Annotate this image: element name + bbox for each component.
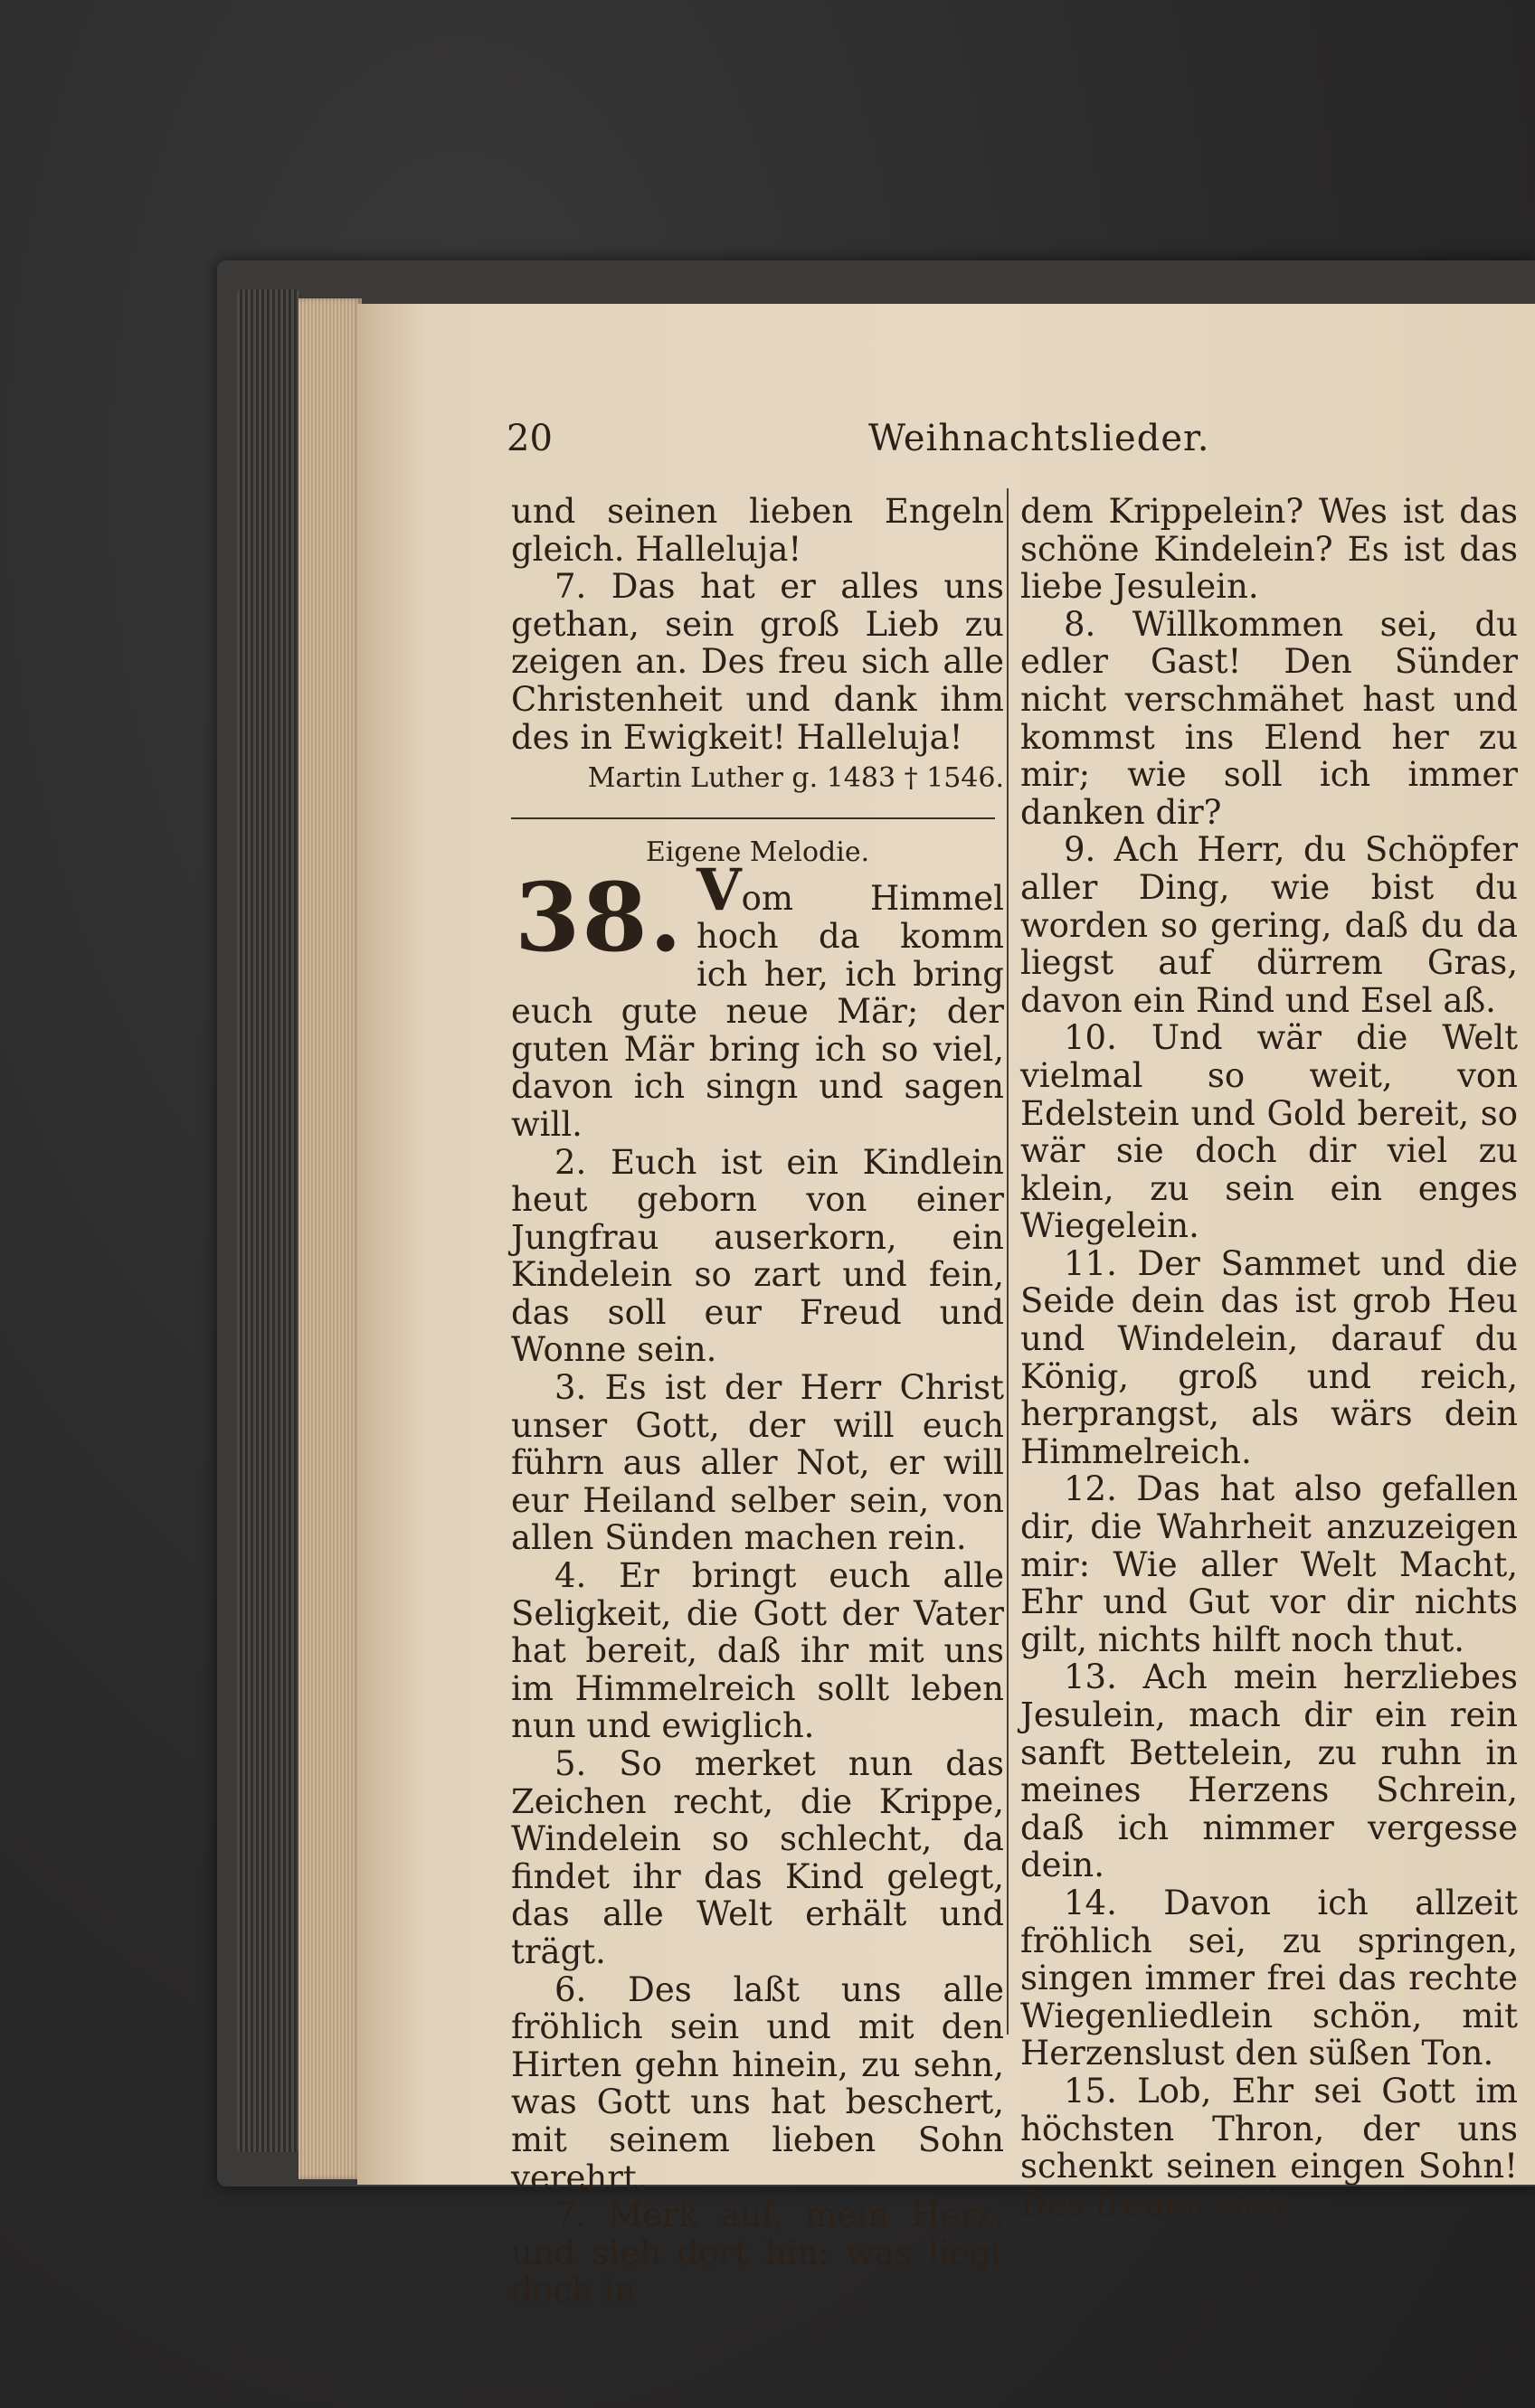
verse-text: 12. Das hat also gefallen dir, die Wahrheit anzuzeigen mir: Wie aller Welt Macht, Ehr und Gut vor dir nichts gilt, nichts hilft noch thut. (1020, 1469, 1518, 1659)
book-spine (237, 289, 300, 2152)
first-verse-text: om Himmel hoch da komm ich her, ich bring euch gute neue Mär; der guten Mär bring ich so viel, davon ich singn und sagen will. (511, 879, 1004, 1144)
page-edges (298, 298, 362, 2179)
verse-text: 7. Das hat er alles uns gethan, sein groß Lieb zu zeigen an. Des freu sich alle Christenheit und dank ihm des in Ewigkeit! Halleluja! (511, 567, 1004, 757)
hymn-first-verse (511, 856, 1004, 1144)
verse-text: 11. Der Sammet und die Seide dein das ist grob Heu und Windelein, darauf du König, groß und reich, herprangst, als wärs dein Himmelreich. (1020, 1243, 1518, 1471)
left-column (511, 493, 1004, 2309)
section-rule (511, 817, 995, 819)
verse-text: 7. Merk auf, mein Herz, und sieh dort hin: was liegt doch in (511, 2196, 1004, 2310)
verse-text: 6. Des laßt uns alle fröhlich sein und mit den Hirten gehn hinein, zu sehn, was Gott uns hat beschert, mit seinem lieben Sohn verehrt. (511, 1969, 1004, 2197)
verse-text: 15. Lob, Ehr sei Gott im höchsten Thron, der uns schenkt seinen eingen Sohn! Des freuen sich (1020, 2071, 1518, 2224)
verse-text: 8. Willkommen sei, du edler Gast! Den Sünder nicht verschmähet hast und kommst ins Elend her zu mir; wie soll ich immer danken dir? (1020, 604, 1518, 832)
verse-text: 5. So merket nun das Zeichen recht, die Krippe, Windelein so schlecht, da findet ihr das Kind gelegt, das alle Welt erhält und trägt. (511, 1744, 1004, 1971)
running-head: Weihnachtslieder. (868, 418, 1210, 459)
drop-cap: V (696, 856, 742, 925)
verse-text: dem Krippelein? Wes ist das schöne Kindelein? Es ist das liebe Jesulein. (1020, 492, 1518, 607)
verse-text: 13. Ach mein herzliebes Jesulein, mach dir ein rein sanft Bettelein, zu ruhn in meines Herzens Schrein, daß ich nimmer vergesse dein. (1020, 1657, 1518, 1885)
column-divider (1007, 488, 1009, 2035)
hymn-number: 38. (515, 862, 684, 974)
author-attribution: Martin Luther g. 1483 † 1546. (587, 762, 1004, 795)
page-number: 20 (507, 418, 553, 459)
verse-text: 14. Davon ich allzeit fröhlich sei, zu springen, singen immer frei das rechte Wiegenliedlein schön, mit Herzenslust den süßen Ton. (1020, 1883, 1518, 2073)
verse-text: 9. Ach Herr, du Schöpfer aller Ding, wie bist du worden so gering, daß du da liegst auf dürrem Gras, davon ein Rind und Esel aß. (1020, 830, 1518, 1020)
verse-text: 10. Und wär die Welt vielmal so weit, von Edelstein und Gold bereit, so wär sie doch dir viel zu klein, zu sein ein enges Wiegelein. (1020, 1018, 1518, 1246)
verse-text: und seinen lieben Engeln gleich. Halleluja! (511, 492, 1004, 569)
verse-text: 3. Es ist der Herr Christ unser Gott, der will euch führn aus aller Not, er will eur Heiland selber sein, von allen Sünden machen rein. (511, 1368, 1004, 1558)
melody-note: Eigene Melodie. (645, 836, 870, 868)
right-column (1020, 493, 1518, 2223)
verse-text: 2. Euch ist ein Kindlein heut geborn von einer Jungfrau auserkorn, ein Kindelein so zart und fein, das soll eur Freud und Wonne sein. (511, 1142, 1004, 1370)
verse-text: 4. Er bringt euch alle Seligkeit, die Gott der Vater hat bereit, daß ihr mit uns im Himmelreich sollt leben nun und ewiglich. (511, 1556, 1004, 1746)
page-header (507, 418, 1529, 472)
